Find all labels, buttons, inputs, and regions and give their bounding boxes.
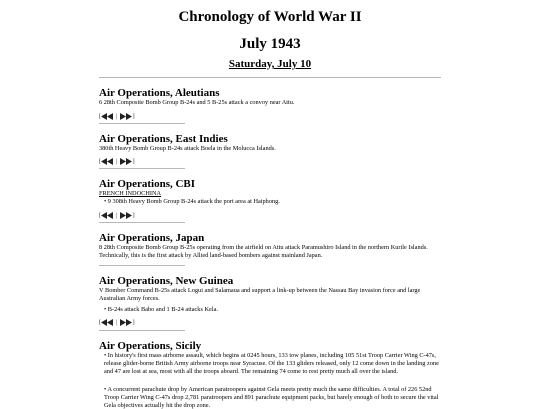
month-heading: July 1943 (239, 36, 301, 52)
section-nav: [ | ] (99, 112, 135, 120)
section-nav: [ | ] (99, 318, 135, 326)
section-divider (99, 168, 185, 169)
section-nav: [ | ] (99, 157, 135, 165)
section-title-japan: Air Operations, Japan (99, 232, 205, 244)
section-title-cbi: Air Operations, CBI (99, 178, 196, 190)
previous-icon[interactable] (101, 158, 115, 165)
section-title-aleutians: Air Operations, Aleutians (99, 87, 220, 99)
section-divider (99, 222, 185, 223)
french-indochina-link[interactable]: FRENCH INDOCHINA (99, 190, 162, 197)
bullet-text: A concurrent parachute drop by American paratroopers against Gela meets pretty much the same difficulties. A total of 226 52nd Troop Carrier Wing C-47s drop 2,781 paratroopers and 891 parachute equipment packs, but barely enough of both to secure the vital Gela objectives actually hit the drop zone. (104, 386, 439, 409)
previous-icon[interactable] (101, 113, 115, 120)
section-body-new-guinea: V Bomber Command B-25s attack Logui and Salamaua and support a link-up between the Nassau Bay invasion force and large Australian Army forces. (99, 287, 421, 302)
section-title-sicily: Air Operations, Sicily (99, 340, 202, 352)
section-title-new-guinea: Air Operations, New Guinea (99, 275, 234, 287)
next-icon[interactable] (118, 319, 132, 326)
previous-icon[interactable] (101, 319, 115, 326)
bullet-text: 9 308th Heavy Bomb Group B-24s attack the port area at Haiphong. (107, 198, 280, 205)
section-body-aleutians: 6 28th Composite Bomb Group B-24s and 5 B-25s attack a convoy near Attu. (99, 99, 295, 106)
divider (99, 77, 441, 78)
section-body-east-indies: 380th Heavy Bomb Group B-24s attack Boela in the Molucca Islands. (99, 145, 276, 152)
previous-icon[interactable] (101, 212, 115, 219)
bullet-text: B-24s attack Babo and 1 B-24 attacks Kela. (107, 306, 218, 313)
date-heading: Saturday, July 10 (228, 58, 312, 70)
next-icon[interactable] (118, 158, 132, 165)
next-icon[interactable] (118, 212, 132, 219)
bullet-new-guinea: • B-24s attack Babo and 1 B-24 attacks Kela. (104, 306, 218, 313)
section-body-cbi: • 9 308th Heavy Bomb Group B-24s attack the port area at Haiphong. (104, 198, 280, 205)
page-title: Chronology of World War II (178, 9, 362, 25)
bullet-sicily-1: • In history's first mass airborne assault, which begins at 0245 hours, 133 tow planes, including 105 51st Troop Carrier Wing C-47s, release glider-borne British Army airborne troops near Syracuse. Of the 133 gliders released, only 12 come down in the landing zone and 47 are lost at sea, most with all the troops aboard. The remaining 74 come to rest pretty much all over the island. (104, 352, 439, 375)
next-icon[interactable] (118, 113, 132, 120)
section-divider (99, 330, 185, 331)
bullet-sicily-2: • A concurrent parachute drop by American paratroopers against Gela meets pretty much the same difficulties. A total of 226 52nd Troop Carrier Wing C-47s drop 2,781 paratroopers and 891 parachute equipment packs, but barely enough of both to secure the vital Gela objectives actually hit the drop zone. (104, 386, 439, 409)
bullet-text: In history's first mass airborne assault, which begins at 0245 hours, 133 tow planes, including 105 51st Troop Carrier Wing C-47s, release glider-borne British Army airborne troops near Syracuse. Of the 133 gliders released, only 12 come down in the landing zone and 47 are lost at sea, most with all the troops aboard. The remaining 74 come to rest pretty much all over the island. (104, 352, 439, 375)
section-body-japan: 8 28th Composite Bomb Group B-25s operating from the airfield on Attu attack Paramushiro Island in the northern Kurile Islands. Technically, this is the first attack by Allied land-based bombers against mainland Japan. (99, 244, 428, 259)
section-title-east-indies: Air Operations, East Indies (99, 133, 228, 145)
section-divider (99, 265, 185, 266)
section-divider (99, 123, 185, 124)
section-nav: [ | ] (99, 211, 135, 219)
